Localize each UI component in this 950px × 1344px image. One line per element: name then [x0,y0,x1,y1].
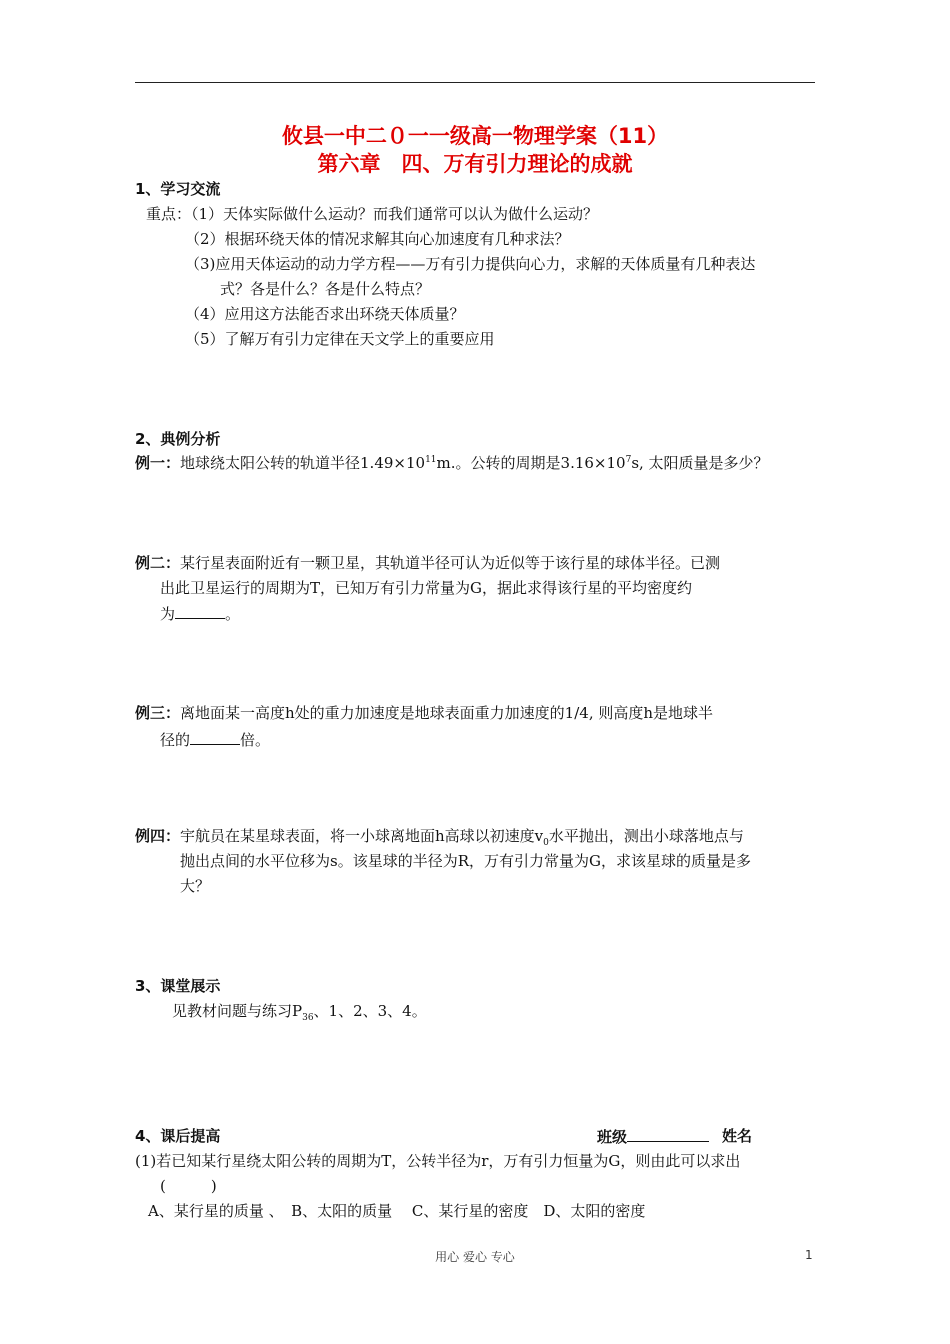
example-2-text-3b: 。 [225,605,241,623]
question-1: (1)若已知某行星绕太阳公转的周期为T，公转半径为r，万有引力恒量为G，则由此可以求出 [135,1152,741,1170]
example-2-label: 例二： [135,554,181,572]
example-2-text-1: 某行星表面附近有一颗卫星，其轨道半径可认为近似等于该行星的球体半径。已测 [180,554,721,572]
example-4-label: 例四： [135,827,181,845]
example-3-label: 例三： [135,704,181,722]
class-label: 班级 [597,1128,628,1146]
answer-blank[interactable] [190,728,240,745]
example-1-text-c: s, 太阳质量是多少？ [631,454,769,472]
example-4-line-2: 抛出点间的水平位移为s。该星球的半径为R，万有引力常量为G，求该星球的质量是多 [180,852,751,870]
classroom-text-b: 、1、2、3、4。 [313,1002,427,1020]
section-2-heading: 2、典例分析 [135,430,221,448]
example-4-text-1b: 水平抛出，测出小球落地点与 [548,827,744,845]
footer-motto: 用心 爱心 专心 [435,1250,515,1264]
answer-blank[interactable] [175,602,225,619]
example-2-line-2: 出此卫星运行的周期为T，已知万有引力常量为G，据此求得该行星的平均密度约 [160,579,692,597]
answer-paren: ( ) [160,1177,217,1195]
example-1-label: 例一： [135,454,181,472]
key-point-4: （4）应用这方法能否求出环绕天体质量？ [185,305,465,323]
key-point-5: （5）了解万有引力定律在天文学上的重要应用 [185,330,495,348]
key-point-3: （3)应用天体运动的动力学方程——万有引力提供向心力，求解的天体质量有几种表达 [185,255,756,273]
example-3-line-1 [135,702,713,723]
key-point-3-cont: 式？各是什么？各是什么特点？ [220,280,431,298]
example-1 [135,452,769,473]
classroom-text-a: 见教材问题与练习P [172,1002,303,1020]
section-3-heading: 3、课堂展示 [135,977,221,995]
example-2-line-3 [160,602,240,624]
example-2-text-3a: 为 [160,605,176,623]
example-2-line-1 [135,552,720,573]
header-rule [135,82,815,83]
class-field [597,1125,709,1147]
page-number: 1 [805,1248,813,1262]
key-point-1: （1）天体实际做什么运动？而我们通常可以认为做什么运动？ [191,205,599,223]
example-4-line-3: 大？ [180,877,211,895]
example-4-line-1 [135,825,744,848]
classroom-page-sub: 36 [302,1013,314,1023]
classroom-text [172,1000,427,1023]
name-label: 姓名 [722,1127,753,1145]
example-3-line-2 [160,728,270,750]
key-point-2: （2）根据环绕天体的情况求解其向心加速度有几种求法？ [185,230,570,248]
example-1-exp-1: 11 [425,455,437,465]
example-1-text-a: 地球绕太阳公转的轨道半径1.49×10 [180,454,426,472]
example-4-subscript: 0 [543,838,549,848]
example-3-text-2b: 倍。 [240,731,271,749]
example-1-text-b: m.。公转的周期是3.16×10 [436,454,626,472]
key-points [146,203,598,224]
key-points-label: 重点： [146,205,192,223]
chapter-title: 第六章 四、万有引力理论的成就 [317,152,633,176]
example-3-text-1: 离地面某一高度h处的重力加速度是地球表面重力加速度的1/4, 则高度h是地球半 [180,704,714,722]
section-4-heading: 4、课后提高 [135,1127,221,1145]
options-line: A、某行星的质量 、 B、太阳的质量 C、某行星的密度 D、太阳的密度 [148,1202,646,1220]
example-3-text-2a: 径的 [160,731,191,749]
example-1-exp-2: 7 [625,455,632,465]
example-4-text-1a: 宇航员在某星球表面，将一小球离地面h高球以初速度v [180,827,544,845]
doc-title: 攸县一中二０一一级高一物理学案（11） [281,124,669,148]
section-1-heading: 1、学习交流 [135,180,221,198]
class-blank[interactable] [627,1125,709,1142]
